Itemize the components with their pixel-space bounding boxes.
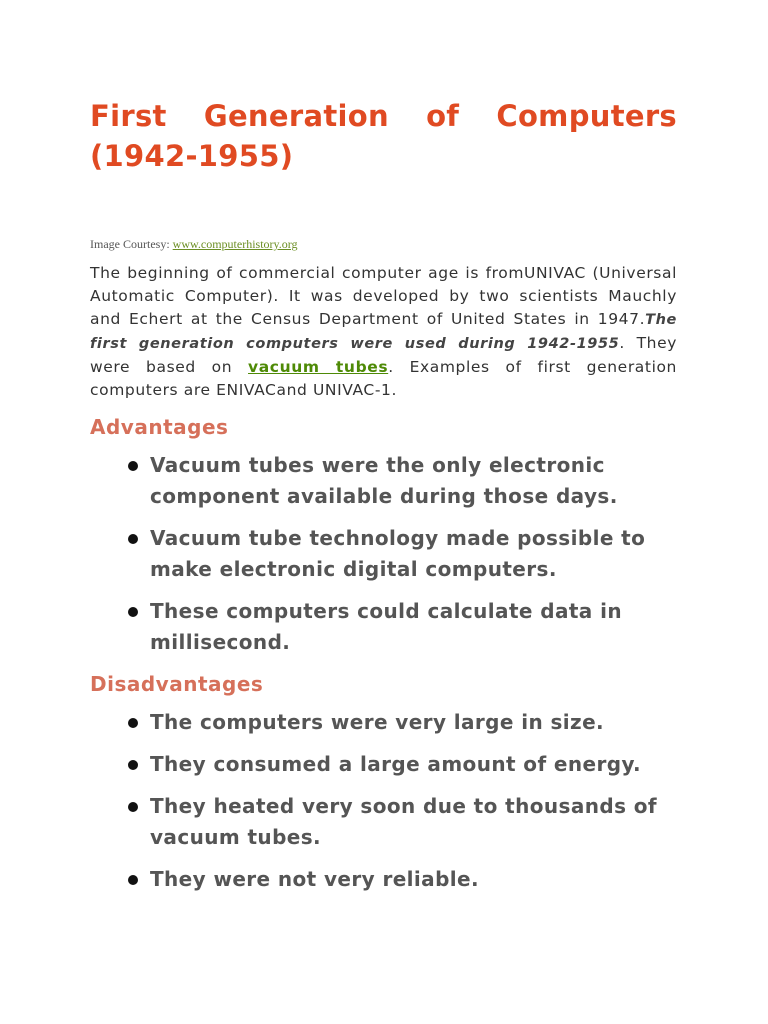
bullet-icon xyxy=(128,802,138,812)
title-word: First xyxy=(90,99,167,133)
title-line-1 xyxy=(90,96,677,136)
list-item-text: They were not very reliable. xyxy=(150,867,480,891)
bullet-icon xyxy=(128,607,138,617)
intro-text-3: . Examples of first generation computers are ENIVACand UNIVAC-1. xyxy=(90,358,677,399)
title-word: of xyxy=(426,99,460,133)
bullet-icon xyxy=(128,718,138,728)
list-item xyxy=(90,707,677,738)
list-item xyxy=(90,864,677,895)
title-line-2: (1942-1955) xyxy=(90,139,294,173)
advantages-list xyxy=(90,450,677,658)
list-item-text: The computers were very large in size. xyxy=(150,710,605,734)
courtesy-link[interactable]: www.computerhistory.org xyxy=(172,237,298,251)
disadvantages-heading: Disadvantages xyxy=(90,672,264,696)
bullet-icon xyxy=(128,534,138,544)
list-item xyxy=(90,523,677,585)
list-item xyxy=(90,749,677,780)
courtesy-label: Image Courtesy: xyxy=(90,237,173,251)
list-item-text: They consumed a large amount of energy. xyxy=(150,752,642,776)
title-word: Computers xyxy=(496,99,677,133)
image-courtesy xyxy=(90,236,677,252)
bullet-icon xyxy=(128,461,138,471)
document-page xyxy=(90,96,677,906)
list-item-text: Vacuum tubes were the only electronic component available during those days. xyxy=(150,453,618,508)
list-item xyxy=(90,791,677,853)
list-item xyxy=(90,596,677,658)
title-word: Generation xyxy=(203,99,389,133)
intro-paragraph xyxy=(90,262,677,402)
intro-italic-text: The first generation computers were used during 1942-1955 xyxy=(90,312,677,352)
bullet-icon xyxy=(128,875,138,885)
intro-text-2: . They were based on xyxy=(90,334,677,376)
list-item xyxy=(90,450,677,512)
advantages-heading: Advantages xyxy=(90,415,229,439)
list-item-text: Vacuum tube technology made possible to make electronic digital computers. xyxy=(150,526,646,581)
disadvantages-list xyxy=(90,707,677,895)
bullet-icon xyxy=(128,760,138,770)
page-title xyxy=(90,96,677,176)
list-item-text: They heated very soon due to thousands of vacuum tubes. xyxy=(150,794,657,849)
intro-text-1: The beginning of commercial computer age is fromUNIVAC (Universal Automatic Computer). It was developed by two scientists Mauchly and Echert at the Census Department of United States in 1947. xyxy=(90,264,677,328)
vacuum-tubes-link[interactable]: vacuum tubes xyxy=(248,358,389,376)
list-item-text: These computers could calculate data in millisecond. xyxy=(150,599,622,654)
